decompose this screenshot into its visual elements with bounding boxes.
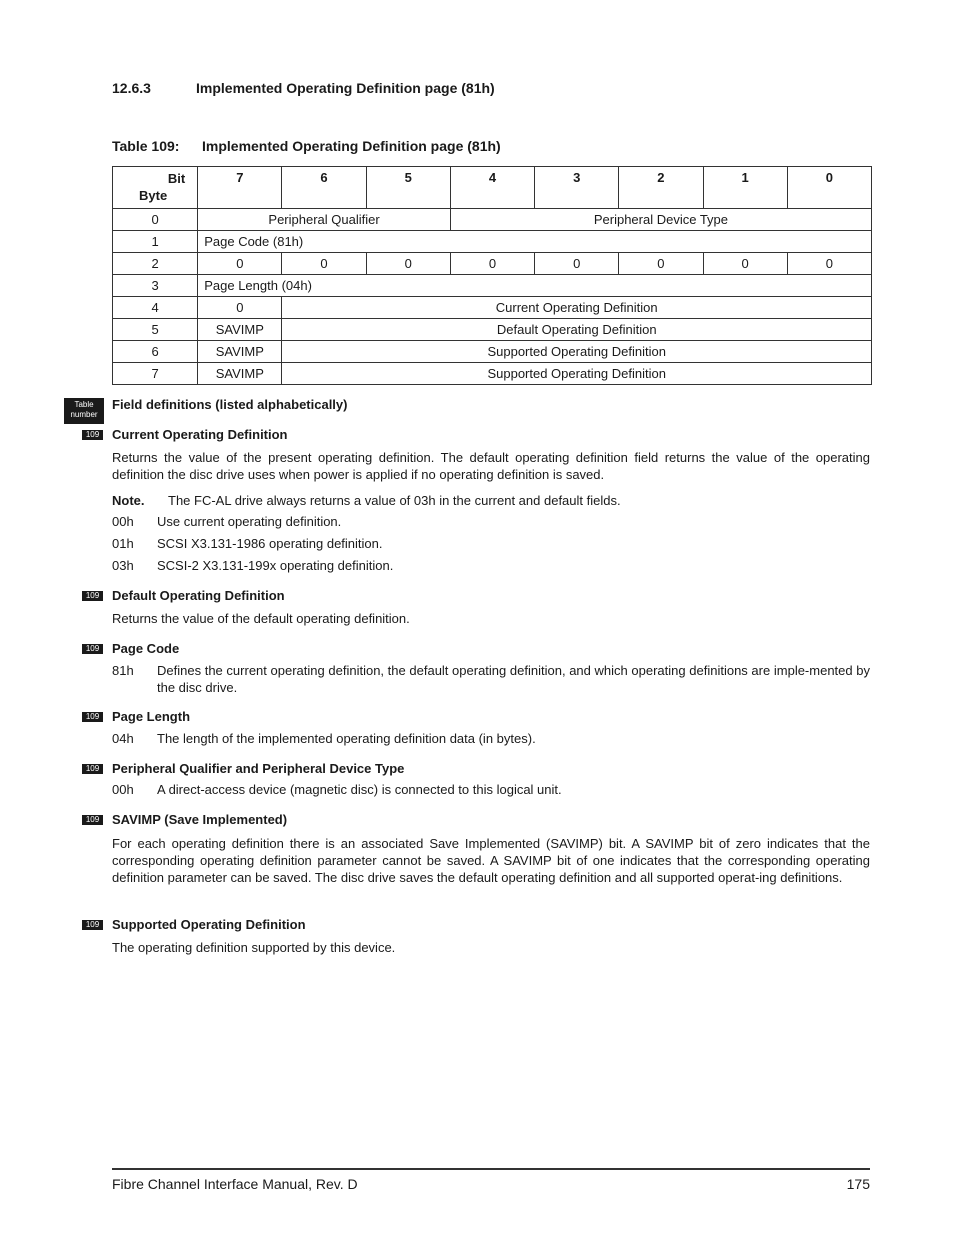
byte-number: 1 — [113, 231, 198, 253]
code-value: 00h — [112, 514, 134, 529]
code-description: Defines the current operating definition, the default operating definition, and which operating definitions are imple-mented by the disc drive. — [157, 663, 870, 695]
code-value: 04h — [112, 731, 134, 746]
field-desc-savimp: For each operating definition there is an associated Save Implemented (SAVIMP) bit. A SAVIMP bit of zero indicates that the corresponding operating definition parameter cannot be saved. A SAVIMP bit of one indicates that the corresponding operating definition parameter can be saved. The disc drive saves the default operating definition and all supported operat-ing definitions. — [112, 836, 870, 885]
bit-header: 6 — [282, 167, 366, 209]
reserved-bit-cell: 0 — [535, 253, 619, 275]
page-length-cell: Page Length (04h) — [198, 275, 872, 297]
byte-label: Byte — [139, 188, 168, 203]
code-item — [112, 662, 870, 698]
code-value: 81h — [112, 663, 134, 678]
section-number: 12.6.3 — [112, 80, 151, 96]
code-value: 03h — [112, 558, 134, 573]
badge-header-line: number — [70, 410, 98, 419]
table-row — [113, 231, 872, 253]
bit7-cell: 0 — [198, 297, 282, 319]
supported-operating-definition-cell: Supported Operating Definition — [282, 363, 872, 385]
bit-label: Bit — [167, 171, 186, 186]
table-number-badge: 109 — [82, 430, 103, 440]
default-operating-definition-cell: Default Operating Definition — [282, 319, 872, 341]
field-title-supported: Supported Operating Definition — [112, 917, 306, 932]
table-title: Implemented Operating Definition page (81h) — [202, 138, 501, 154]
footer-title: Fibre Channel Interface Manual, Rev. D — [112, 1176, 358, 1192]
bit-header: 5 — [366, 167, 450, 209]
section-title: Implemented Operating Definition page (81h) — [196, 80, 495, 96]
reserved-bit-cell: 0 — [450, 253, 534, 275]
byte-number: 4 — [113, 297, 198, 319]
code-value: 01h — [112, 536, 134, 551]
supported-operating-definition-cell: Supported Operating Definition — [282, 341, 872, 363]
field-title-savimp: SAVIMP (Save Implemented) — [112, 812, 288, 827]
reserved-bit-cell: 0 — [787, 253, 871, 275]
table-caption — [112, 138, 501, 154]
reserved-bit-cell: 0 — [619, 253, 703, 275]
code-description: SCSI X3.131-1986 operating definition. — [157, 536, 383, 551]
peripheral-device-type-cell: Peripheral Device Type — [450, 209, 871, 231]
bit-byte-corner — [113, 167, 198, 209]
table-row — [113, 341, 872, 363]
field-title-peripheral: Peripheral Qualifier and Peripheral Device Type — [112, 761, 405, 776]
badge-header-line: Table — [74, 400, 94, 409]
table-header-row — [113, 167, 872, 209]
register-table — [112, 166, 872, 385]
field-title-page-length: Page Length — [112, 709, 191, 724]
byte-number: 3 — [113, 275, 198, 297]
code-description: Use current operating definition. — [157, 514, 342, 529]
field-title-default: Default Operating Definition — [112, 588, 285, 603]
table-row — [113, 363, 872, 385]
byte-number: 7 — [113, 363, 198, 385]
field-desc-current: Returns the value of the present operating definition. The default operating definition field returns the value of the operating definition the disc drive uses when power is applied if no operating definition is saved. — [112, 450, 870, 482]
note-label: Note. — [112, 493, 145, 508]
peripheral-qualifier-cell: Peripheral Qualifier — [198, 209, 451, 231]
field-desc-supported: The operating definition supported by this device. — [112, 940, 396, 955]
byte-number: 2 — [113, 253, 198, 275]
table-row — [113, 319, 872, 341]
table-label: Table 109: — [112, 138, 180, 154]
bit-header: 3 — [535, 167, 619, 209]
table-number-badge: 109 — [82, 712, 103, 722]
reserved-bit-cell: 0 — [366, 253, 450, 275]
bit-header: 1 — [703, 167, 787, 209]
table-number-badge: 109 — [82, 815, 103, 825]
code-description: The length of the implemented operating definition data (in bytes). — [157, 731, 536, 746]
savimp-cell: SAVIMP — [198, 319, 282, 341]
table-number-badge-header — [64, 398, 104, 424]
section-heading — [112, 80, 495, 96]
bit-header: 7 — [198, 167, 282, 209]
code-description: SCSI-2 X3.131-199x operating definition. — [157, 558, 394, 573]
byte-number: 0 — [113, 209, 198, 231]
field-title-current: Current Operating Definition — [112, 427, 288, 442]
savimp-cell: SAVIMP — [198, 341, 282, 363]
field-definitions-heading: Field definitions (listed alphabetically) — [112, 397, 348, 412]
bit-header: 4 — [450, 167, 534, 209]
field-title-page-code: Page Code — [112, 641, 180, 656]
table-row — [113, 209, 872, 231]
table-row — [113, 253, 872, 275]
savimp-cell: SAVIMP — [198, 363, 282, 385]
footer-rule — [112, 1168, 870, 1170]
page-number: 175 — [846, 1176, 870, 1192]
table-row — [113, 275, 872, 297]
note-text: The FC-AL drive always returns a value of 03h in the current and default fields. — [168, 493, 621, 508]
table-number-badge: 109 — [82, 644, 103, 654]
bit-header: 0 — [787, 167, 871, 209]
code-description: A direct-access device (magnetic disc) is connected to this logical unit. — [157, 782, 562, 797]
byte-number: 5 — [113, 319, 198, 341]
reserved-bit-cell: 0 — [282, 253, 366, 275]
table-number-badge: 109 — [82, 764, 103, 774]
current-operating-definition-cell: Current Operating Definition — [282, 297, 872, 319]
reserved-bit-cell: 0 — [198, 253, 282, 275]
reserved-bit-cell: 0 — [703, 253, 787, 275]
bit-header: 2 — [619, 167, 703, 209]
table-number-badge: 109 — [82, 591, 103, 601]
note — [112, 493, 621, 508]
byte-number: 6 — [113, 341, 198, 363]
page-code-cell: Page Code (81h) — [198, 231, 872, 253]
field-desc-default: Returns the value of the default operating definition. — [112, 611, 410, 626]
table-row — [113, 297, 872, 319]
code-value: 00h — [112, 782, 134, 797]
table-number-badge: 109 — [82, 920, 103, 930]
